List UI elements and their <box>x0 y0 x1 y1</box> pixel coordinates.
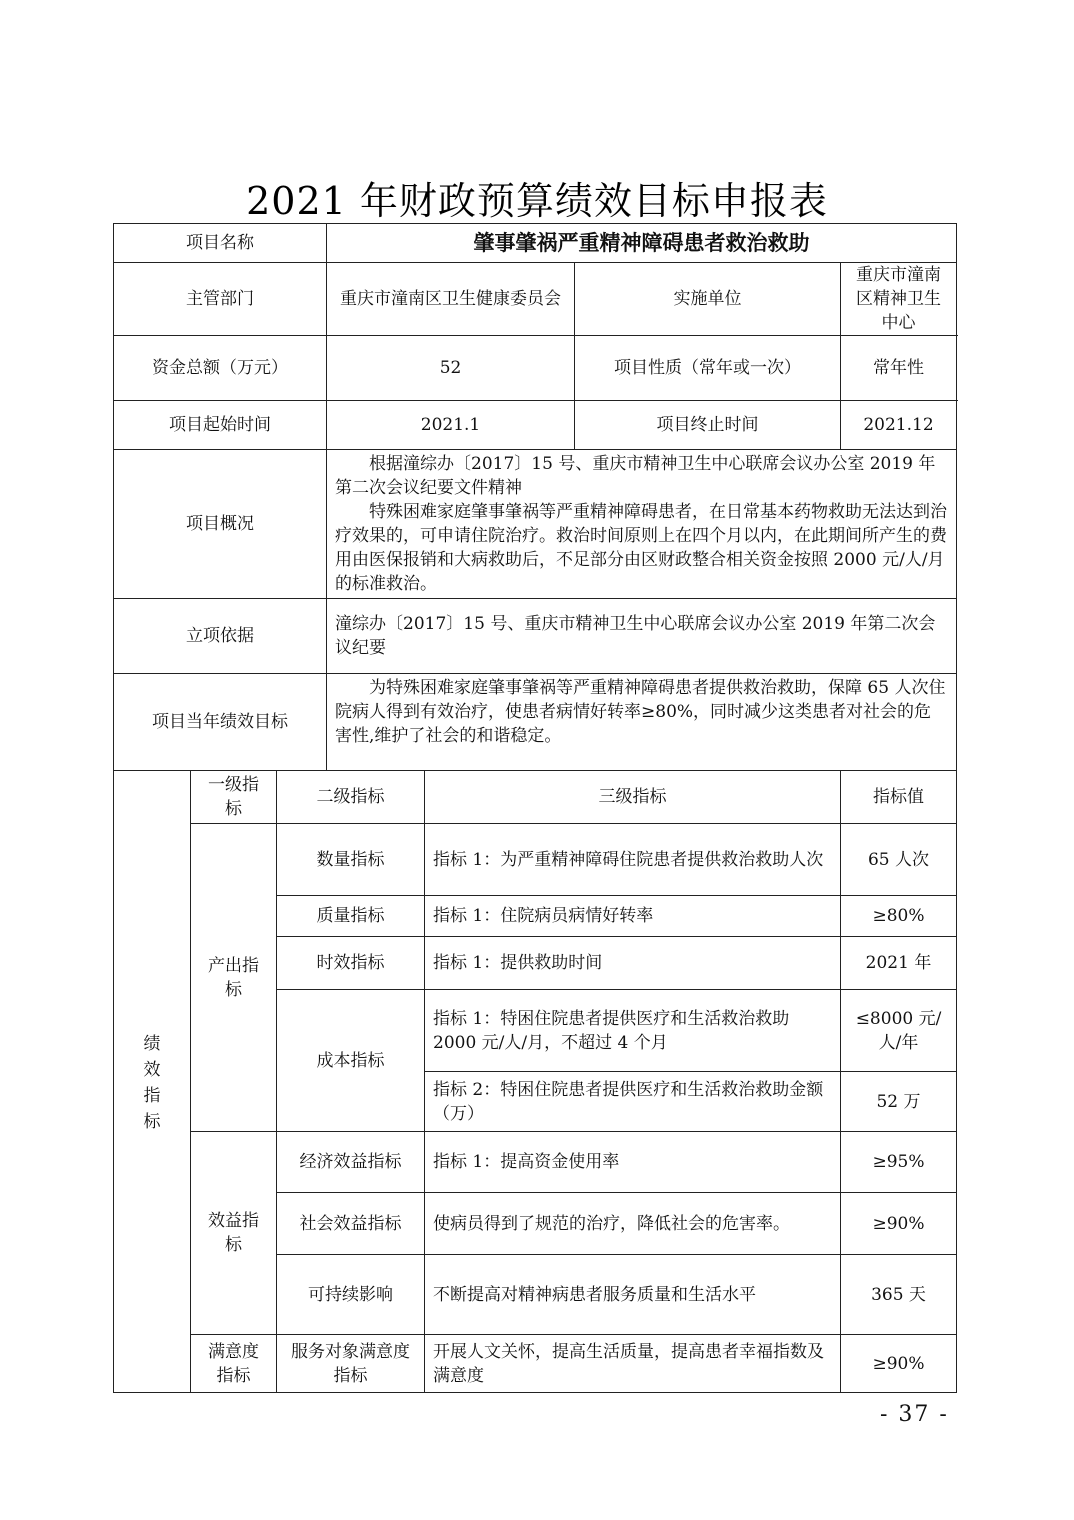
row-level2: 时效指标 <box>277 937 425 990</box>
header-level1: 一级指标 <box>191 771 277 824</box>
row-level2: 数量指标 <box>277 824 425 896</box>
row-value: ≥90% <box>841 1193 957 1255</box>
row-level2: 经济效益指标 <box>277 1132 425 1193</box>
row-level2: 服务对象满意度指标 <box>277 1335 425 1393</box>
nature-value: 常年性 <box>841 336 957 401</box>
overview-label: 项目概况 <box>114 450 327 599</box>
header-value: 指标值 <box>841 771 957 824</box>
output-indicator-label: 产出指标 <box>191 824 277 1132</box>
indicator-section-text: 绩效指标 <box>143 1034 161 1132</box>
basis-text: 潼综办〔2017〕15 号、重庆市精神卫生中心联席会议办公室 2019 年第二次会议纪要 <box>327 599 957 674</box>
overview-text <box>327 450 957 599</box>
row-level3: 使病员得到了规范的治疗，降低社会的危害率。 <box>425 1193 841 1255</box>
performance-target-table <box>113 223 957 1393</box>
page-number: - 37 - <box>880 1402 949 1427</box>
project-name-value: 肇事肇祸严重精神障碍患者救治救助 <box>327 224 957 263</box>
row-level2: 社会效益指标 <box>277 1193 425 1255</box>
end-value: 2021.12 <box>841 401 957 450</box>
row-level3: 指标 1：提供救助时间 <box>425 937 841 990</box>
page-title: 2021 年财政预算绩效目标申报表 <box>246 179 828 223</box>
row-level2: 质量指标 <box>277 896 425 937</box>
dept-value: 重庆市潼南区卫生健康委员会 <box>327 263 575 336</box>
funds-value: 52 <box>327 336 575 401</box>
row-level3: 指标 2：特困住院患者提供医疗和生活救治救助金额（万） <box>425 1072 841 1132</box>
row-value: ≥95% <box>841 1132 957 1193</box>
overview-paragraph-2: 特殊困难家庭肇事肇祸等严重精神障碍患者，在日常基本药物救助无法达到治疗效果的，可申请住院治疗。救治时间原则上在四个月以内，在此期间所产生的费用由医保报销和大病救助后，不足部分由区财政整合相关资金按照 2000 元/人/月的标准救治。 <box>335 502 948 594</box>
row-level3: 指标 1：提高资金使用率 <box>425 1132 841 1193</box>
row-value: 2021 年 <box>841 937 957 990</box>
row-value: 65 人次 <box>841 824 957 896</box>
row-level3: 开展人文关怀，提高生活质量，提高患者幸福指数及满意度 <box>425 1335 841 1393</box>
row-value: ≥80% <box>841 896 957 937</box>
satisfaction-indicator-label: 满意度指标 <box>191 1335 277 1393</box>
row-value: 365 天 <box>841 1255 957 1335</box>
row-level2: 可持续影响 <box>277 1255 425 1335</box>
row-value: ≤8000 元/人/年 <box>841 990 957 1072</box>
nature-label: 项目性质（常年或一次） <box>575 336 841 401</box>
dept-label: 主管部门 <box>114 263 327 336</box>
project-name-label: 项目名称 <box>114 224 327 263</box>
funds-label: 资金总额（万元） <box>114 336 327 401</box>
benefit-indicator-label: 效益指标 <box>191 1132 277 1335</box>
row-level3: 指标 1：为严重精神障碍住院患者提供救治救助人次 <box>425 824 841 896</box>
basis-label: 立项依据 <box>114 599 327 674</box>
end-label: 项目终止时间 <box>575 401 841 450</box>
impl-label: 实施单位 <box>575 263 841 336</box>
row-level3: 指标 1：住院病员病情好转率 <box>425 896 841 937</box>
row-level3: 不断提高对精神病患者服务质量和生活水平 <box>425 1255 841 1335</box>
header-level2: 二级指标 <box>277 771 425 824</box>
row-level2-cost: 成本指标 <box>277 990 425 1132</box>
goal-label: 项目当年绩效目标 <box>114 674 327 771</box>
goal-text: 为特殊困难家庭肇事肇祸等严重精神障碍患者提供救治救助，保障 65 人次住院病人得到有效治疗，使患者病情好转率≥80%，同时减少这类患者对社会的危害性,维护了社会的和谐稳定。 <box>327 674 957 771</box>
row-value: ≥90% <box>841 1335 957 1393</box>
impl-value: 重庆市潼南区精神卫生中心 <box>841 263 957 336</box>
overview-paragraph-1: 根据潼综办〔2017〕15 号、重庆市精神卫生中心联席会议办公室 2019 年第二次会议纪要文件精神 <box>335 454 936 498</box>
row-value: 52 万 <box>841 1072 957 1132</box>
indicator-section-label <box>114 771 191 1393</box>
start-label: 项目起始时间 <box>114 401 327 450</box>
header-level3: 三级指标 <box>425 771 841 824</box>
start-value: 2021.1 <box>327 401 575 450</box>
row-level3: 指标 1：特困住院患者提供医疗和生活救治救助 2000 元/人/月，不超过 4 个月 <box>425 990 841 1072</box>
